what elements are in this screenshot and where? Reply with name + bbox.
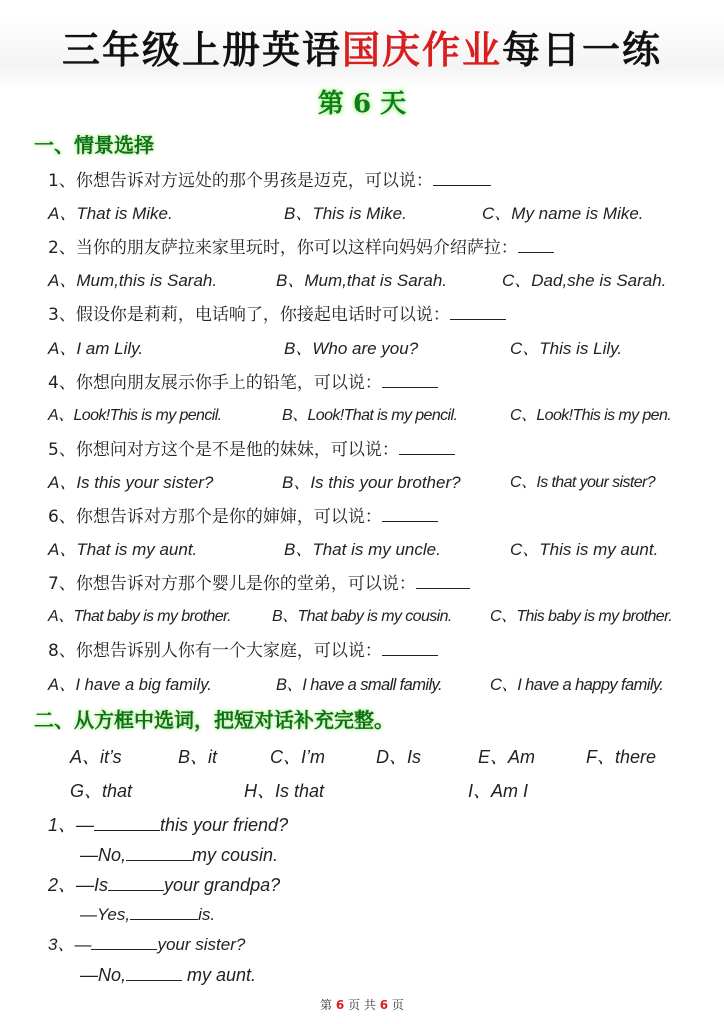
option-5b[interactable]: B、Is this your brother? xyxy=(282,473,461,492)
question-6: 6、你想告诉对方那个是你的婶婶，可以说： xyxy=(48,505,438,529)
option-3c[interactable]: C、This is Lily. xyxy=(510,339,623,358)
question-2: 2、当你的朋友萨拉来家里玩时，你可以这样向妈妈介绍萨拉： xyxy=(48,236,554,260)
dialogue-1-line-1: 1、— this your friend? xyxy=(48,815,289,835)
page-title xyxy=(0,26,724,74)
dialogue-blank-1a[interactable] xyxy=(94,814,160,831)
options-4 xyxy=(48,404,672,428)
option-7b[interactable]: B、That baby is my cousin. xyxy=(272,608,452,625)
answer-blank-7[interactable] xyxy=(416,572,470,589)
answer-blank-5[interactable] xyxy=(399,438,455,455)
dialogue-2-line-1: 2、—Is your grandpa? xyxy=(48,875,281,895)
option-3a[interactable]: A、I am Lily. xyxy=(48,339,144,358)
choice-d: D、Is xyxy=(376,747,421,767)
choice-h: H、Is that xyxy=(244,781,325,801)
total-pages: 6 xyxy=(379,998,389,1012)
option-7a[interactable]: A、That baby is my brother. xyxy=(48,608,231,625)
option-7c[interactable]: C、This baby is my brother. xyxy=(490,608,673,625)
answer-blank-4[interactable] xyxy=(382,371,438,388)
title-part2: 国庆作业 xyxy=(341,27,502,72)
answer-blank-2[interactable] xyxy=(518,236,554,253)
option-6b[interactable]: B、That is my uncle. xyxy=(284,540,441,559)
page-footer: 第 6 页 共 6 页 xyxy=(320,998,404,1012)
options-1 xyxy=(48,202,644,226)
answer-blank-8[interactable] xyxy=(382,639,438,656)
option-1b[interactable]: B、This is Mike. xyxy=(284,204,407,223)
option-6a[interactable]: A、That is my aunt. xyxy=(48,540,198,559)
option-8b[interactable]: B、I have a small family. xyxy=(276,676,442,694)
options-8 xyxy=(48,673,664,697)
dialogue-3-line-2: —No, my aunt. xyxy=(80,965,257,985)
answer-blank-3[interactable] xyxy=(450,303,506,320)
option-4a[interactable]: A、Look!This is my pencil. xyxy=(48,407,222,424)
answer-blank-1[interactable] xyxy=(433,169,491,186)
options-6 xyxy=(48,538,659,562)
dialogue-2-line-2: —Yes, is. xyxy=(80,905,216,924)
question-1: 1、你想告诉对方远处的那个男孩是迈克，可以说： xyxy=(48,169,491,193)
option-5c[interactable]: C、Is that your sister? xyxy=(510,474,656,491)
option-8c[interactable]: C、I have a happy family. xyxy=(490,676,664,694)
option-5a[interactable]: A、Is this your sister? xyxy=(48,473,214,492)
dialogue-blank-3a[interactable] xyxy=(91,933,157,950)
options-3 xyxy=(48,337,623,361)
choice-c: C、I’m xyxy=(270,747,325,767)
option-2c[interactable]: C、Dad,she is Sarah. xyxy=(502,271,667,290)
options-7 xyxy=(48,605,673,629)
option-4c[interactable]: C、Look!This is my pen. xyxy=(510,407,672,424)
choice-i: I、Am I xyxy=(468,781,529,801)
day-label: 第 6 天 xyxy=(317,89,407,119)
dialogue-blank-2a[interactable] xyxy=(108,874,164,891)
choice-a: A、it’s xyxy=(70,747,122,767)
options-5 xyxy=(48,471,656,495)
dialogue-1-line-2: —No, my cousin. xyxy=(80,845,279,865)
option-1a[interactable]: A、That is Mike. xyxy=(48,204,173,223)
question-4: 4、你想向朋友展示你手上的铅笔，可以说： xyxy=(48,371,438,395)
dialogue-3-line-1: 3、— your sister? xyxy=(48,935,246,954)
option-1c[interactable]: C、My name is Mike. xyxy=(482,204,644,223)
answer-blank-6[interactable] xyxy=(382,505,438,522)
choice-f: F、there xyxy=(586,747,657,767)
option-3b[interactable]: B、Who are you? xyxy=(284,339,419,358)
question-5: 5、你想问对方这个是不是他的妹妹，可以说： xyxy=(48,438,455,462)
question-8: 8、你想告诉别人你有一个大家庭，可以说： xyxy=(48,639,438,663)
section1-heading: 一、情景选择 xyxy=(34,133,154,157)
title-part1: 三年级上册英语 xyxy=(61,27,342,72)
dialogue-blank-2b[interactable] xyxy=(130,903,198,920)
page-number: 6 xyxy=(335,998,345,1012)
option-8a[interactable]: A、I have a big family. xyxy=(48,676,212,694)
option-6c[interactable]: C、This is my aunt. xyxy=(510,540,659,559)
choice-e: E、Am xyxy=(478,747,536,767)
option-2a[interactable]: A、Mum,this is Sarah. xyxy=(48,271,218,290)
title-part3: 每日一练 xyxy=(502,27,663,72)
section2-heading: 二、从方框中选词，把短对话补充完整。 xyxy=(34,708,394,732)
option-4b[interactable]: B、Look!That is my pencil. xyxy=(282,407,458,424)
choice-b: B、it xyxy=(178,747,218,767)
dialogue-blank-3b[interactable] xyxy=(126,964,182,981)
question-3: 3、假设你是莉莉，电话响了，你接起电话时可以说： xyxy=(48,303,506,327)
options-2 xyxy=(48,269,667,293)
choice-g: G、that xyxy=(70,781,133,801)
question-7: 7、你想告诉对方那个婴儿是你的堂弟，可以说： xyxy=(48,572,470,596)
dialogue-blank-1b[interactable] xyxy=(126,844,192,861)
option-2b[interactable]: B、Mum,that is Sarah. xyxy=(276,271,448,290)
